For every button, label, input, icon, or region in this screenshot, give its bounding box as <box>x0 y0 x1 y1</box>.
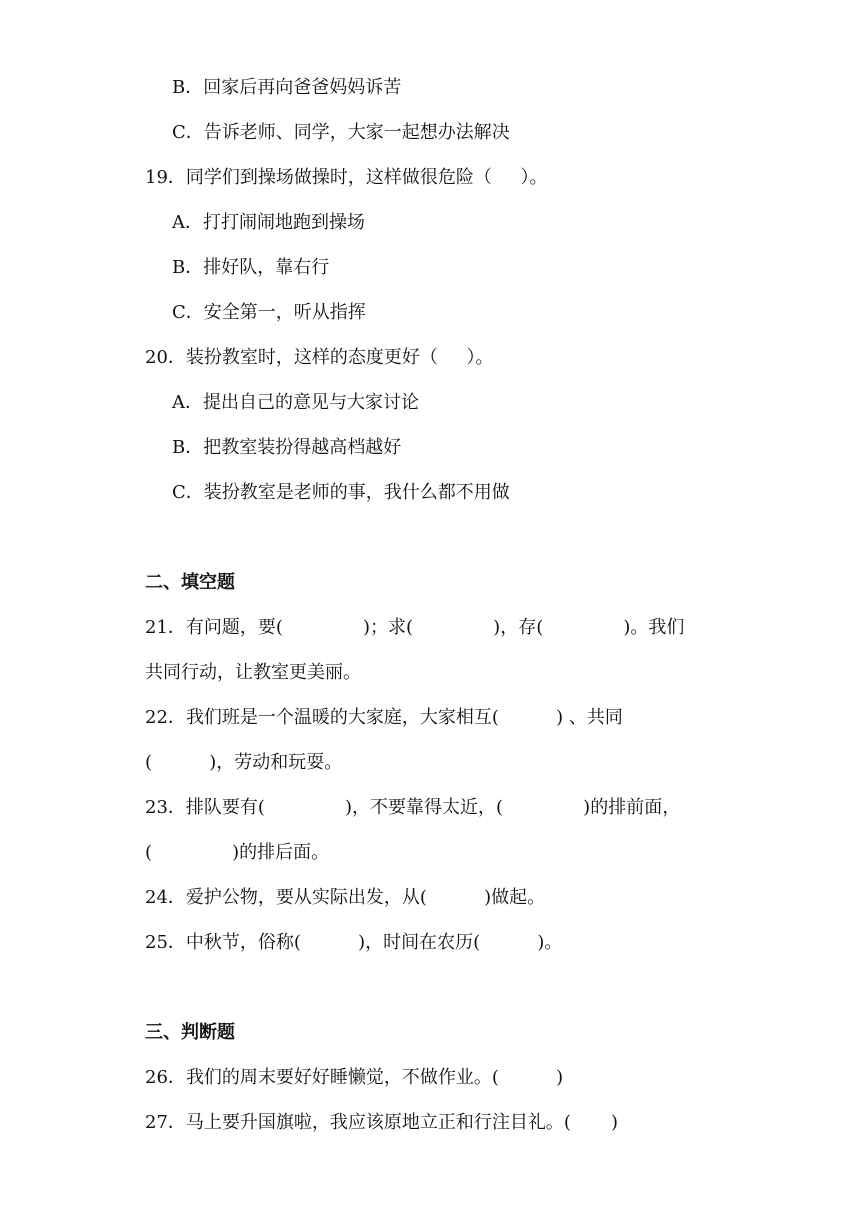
question-24: 24．爱护公物，要从实际出发，从( )做起。 <box>145 887 546 908</box>
question-26: 26．我们的周末要好好睡懒觉，不做作业。( ) <box>145 1067 564 1088</box>
q19-option-a: A．打打闹闹地跑到操场 <box>172 212 365 233</box>
question-22: 22．我们班是一个温暖的大家庭，大家相互( ) 、共同 <box>145 707 623 728</box>
question-21: 21．有问题，要( )；求( )，存( )。我们 <box>145 617 685 638</box>
question-20: 20．装扮教室时，这样的态度更好（ ）。 <box>145 347 494 368</box>
question-25: 25．中秋节，俗称( )，时间在农历( )。 <box>145 932 563 953</box>
q20-option-a: A．提出自己的意见与大家讨论 <box>172 392 419 413</box>
q20-option-b: B．把教室装扮得越高档越好 <box>172 437 402 458</box>
section-fill-blank-heading: 二、填空题 <box>145 572 235 593</box>
q18-option-b: B．回家后再向爸爸妈妈诉苦 <box>172 77 402 98</box>
question-27: 27．马上要升国旗啦，我应该原地立正和行注目礼。( ) <box>145 1112 618 1133</box>
q19-option-c: C．安全第一，听从指挥 <box>172 302 366 323</box>
question-22-cont: ( )，劳动和玩耍。 <box>145 752 343 773</box>
q18-option-c: C．告诉老师、同学，大家一起想办法解决 <box>172 122 510 143</box>
question-23-cont: ( )的排后面。 <box>145 842 330 863</box>
question-19: 19．同学们到操场做操时，这样做很危险（ ）。 <box>145 167 548 188</box>
q20-option-c: C．装扮教室是老师的事，我什么都不用做 <box>172 482 510 503</box>
section-judgment-heading: 三、判断题 <box>145 1022 235 1043</box>
question-21-cont: 共同行动，让教室更美丽。 <box>145 662 361 683</box>
question-23: 23．排队要有( )，不要靠得太近，( )的排前面， <box>145 797 681 818</box>
q19-option-b: B．排好队，靠右行 <box>172 257 330 278</box>
